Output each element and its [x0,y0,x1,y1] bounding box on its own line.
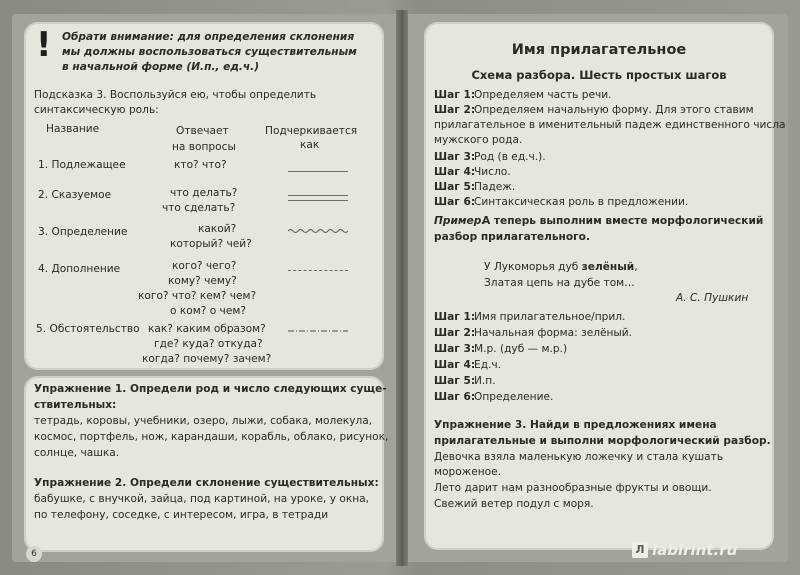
table-header-underline: Подчеркивается [265,125,358,137]
analysis-text: Определение. [474,391,554,403]
underline-wavy [288,228,348,234]
exercise-1-title: Упражнение 1. Определи род и число следующих суще- [34,383,387,395]
table-header-name: Название [46,123,100,135]
table-row-name: 3. Определение [38,226,128,238]
exercise-3-title: прилагательные и выполни морфологический разбор. [434,435,771,447]
table-header-answers: Отвечает [176,125,229,137]
step-label: Шаг 4: [434,166,476,178]
exercise-3-text: Лето дарит нам разнообразные фрукты и овощи. [434,482,712,494]
underline-solid [288,171,348,172]
poem-text: У Лукоморья дуб [484,261,582,273]
exercise-2-title: Упражнение 2. Определи склонение существительных: [34,477,379,489]
step-text: Синтаксическая роль в предложении. [474,196,689,208]
analysis-label: Шаг 3: [434,343,476,355]
step-text: мужского рода. [434,134,523,146]
example-text: разбор прилагательного. [434,231,590,243]
exercise-3-title: Упражнение 3. Найди в предложениях имена [434,419,717,431]
example-label: Пример. [434,215,486,227]
underline-double [288,195,348,201]
step-label: Шаг 3: [434,151,476,163]
analysis-text: М.р. (дуб — м.р.) [474,343,568,355]
table-row-question: о ком? о чем? [170,305,246,317]
analysis-text: Начальная форма: зелёный. [474,327,633,339]
analysis-text: И.п. [474,375,496,387]
table-row-question: как? каким образом? [148,323,266,335]
poem-line: Златая цепь на дубе том… [484,277,635,289]
exercise-1-title: ствительных: [34,399,117,411]
table-row-question: кому? чему? [168,275,237,287]
poem-author: А. С. Пушкин [676,292,749,304]
step-label: Шаг 5: [434,181,476,193]
note-line: мы должны воспользоваться существительным [62,46,357,58]
step-text: Определяем начальную форму. Для этого ставим [474,104,754,116]
table-row-question: где? куда? откуда? [154,338,263,350]
exercise-2-text: по телефону, соседке, с интересом, игра, в тетради [34,509,329,521]
table-row-question: что сделать? [162,202,236,214]
table-row-name: 1. Подлежащее [38,159,126,171]
analysis-label: Шаг 5: [434,375,476,387]
underline-dashed [288,270,348,271]
poem-text: , [634,261,638,273]
table-row-name: 5. Обстоятельство [36,323,140,335]
analysis-label: Шаг 6: [434,391,476,403]
exercise-2-text: бабушке, с внучкой, зайца, под картиной, на уроке, у окна, [34,493,370,505]
exercise-1-text: космос, портфель, нож, карандаши, корабль, облако, рисунок, [34,431,389,443]
table-row-question: кого? чего? [172,260,237,272]
step-text: прилагательное в именительный падеж единственного числа [434,119,786,131]
step-text: Число. [474,166,511,178]
analysis-text: Имя прилагательное/прил. [474,311,626,323]
table-row-question: какой? [198,223,237,235]
note-line: в начальной форме (И.п., ед.ч.) [62,61,260,73]
book-fold [396,10,408,566]
step-text: Род (в ед.ч.). [474,151,546,163]
page-subtitle: Схема разбора. Шесть простых шагов [471,68,727,82]
page-title: Имя прилагательное [511,42,687,58]
analysis-label: Шаг 1: [434,311,476,323]
poem-highlight: зелёный [581,261,635,273]
table-row-question: что делать? [170,187,238,199]
step-label: Шаг 6: [434,196,476,208]
example-text: А теперь выполним вместе морфологический [482,215,764,227]
hint-line: синтаксическую роль: [34,104,159,116]
table-header-answers: на вопросы [172,141,236,153]
labirint-logo-icon: Л [632,542,648,558]
poem-line [484,260,638,275]
page-number: 6 [26,546,42,562]
exercise-3-text: мороженое. [434,466,502,478]
table-row-question: который? чей? [170,238,252,250]
table-row-question: кто? что? [174,159,227,171]
step-label: Шаг 1: [434,89,476,101]
exercise-3-text: Свежий ветер подул с моря. [434,498,594,510]
table-header-underline: как [300,139,320,151]
exercise-1-text: тетрадь, коровы, учебники, озеро, лыжи, собака, молекула, [34,415,373,427]
analysis-text: Ед.ч. [474,359,502,371]
step-label: Шаг 2: [434,104,476,116]
underline-dash-dot [288,330,348,332]
analysis-label: Шаг 4: [434,359,476,371]
exercise-1-text: солнце, чашка. [34,447,120,459]
table-row-name: 2. Сказуемое [38,189,112,201]
exercise-3-text: Девочка взяла маленькую ложечку и стала кушать [434,451,724,463]
step-text: Падеж. [474,181,516,193]
hint-line: Подсказка 3. Воспользуйся ею, чтобы определить [34,89,317,101]
table-row-name: 4. Дополнение [38,263,121,275]
analysis-label: Шаг 2: [434,327,476,339]
watermark: labirint.ru [652,541,738,559]
table-row-question: когда? почему? зачем? [142,353,272,365]
step-text: Определяем часть речи. [474,89,612,101]
note-line: Обрати внимание: для определения склонения [62,31,355,43]
table-row-question: кого? что? кем? чем? [138,290,257,302]
attention-mark-icon: ! [36,25,52,65]
